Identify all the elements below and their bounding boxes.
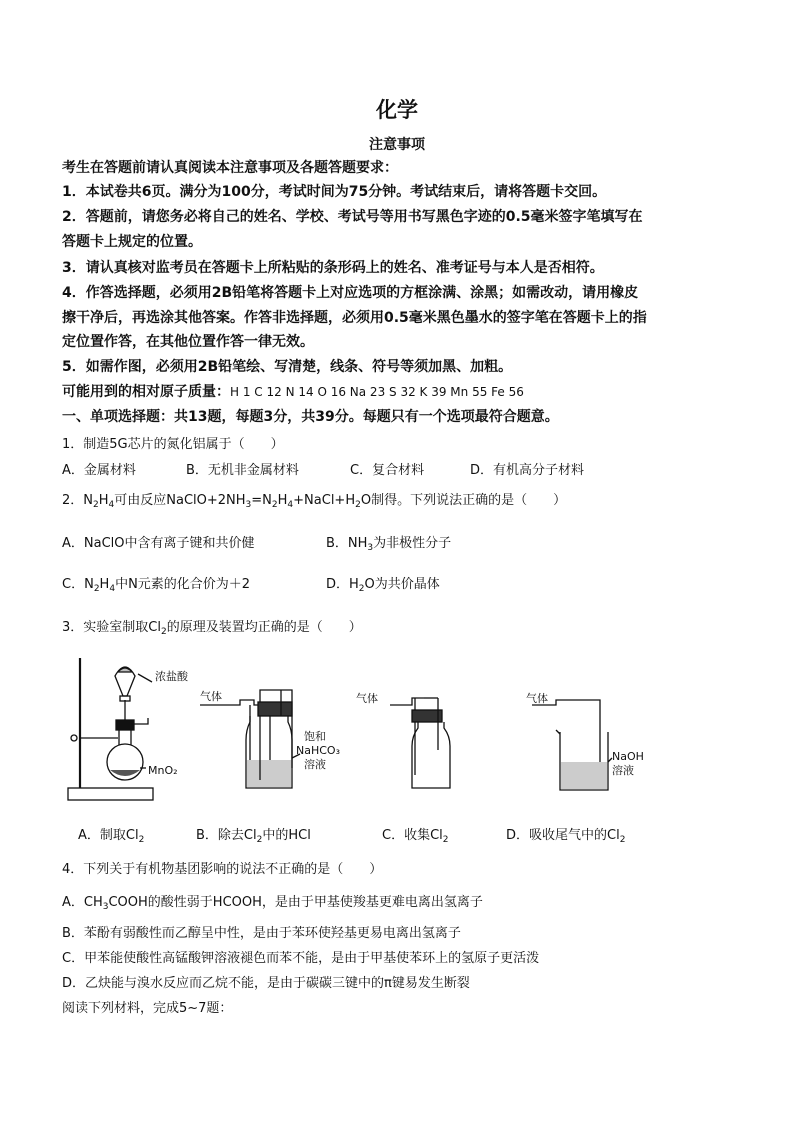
q4-stem: 4．下列关于有机物基团影响的说法不正确的是（ ） — [62, 862, 383, 877]
page-title: 化学 — [376, 98, 418, 122]
notice-item-4: 4．作答选择题，必须用2B铅笔将答题卡上对应选项的方框涂满、涂黑；如需改动，请用橡皮 — [62, 285, 639, 301]
q3-option-a: A．制取$Cl_2$ — [78, 828, 145, 845]
label-nahco3: NaHCO₃ — [296, 744, 340, 757]
reading-instruction: 阅读下列材料，完成5~7题： — [62, 1001, 233, 1016]
notice-item-2: 2．答题前，请您务必将自己的姓名、学校、考试号等用书写黑色字迹的0.5毫米签字笔填写在 — [62, 209, 643, 225]
setup-d-beaker — [532, 700, 612, 790]
notice-item-1: 1．本试卷共6页。满分为100分，考试时间为75分钟。考试结束后，请将答题卡交回。 — [62, 184, 607, 200]
label-gas-c: 气体 — [356, 692, 378, 705]
q4-option-d: D．乙炔能与溴水反应而乙烷不能，是由于碳碳三键中的π键易发生断裂 — [62, 976, 470, 991]
q2-stem: 2．$N_2H_4$可由反应$NaClO+2NH_3=N_2H_4+NaCl+H_2O$制得。下列说法正确的是（ ） — [62, 493, 567, 510]
q1-option-a: A．金属材料 — [62, 463, 136, 478]
q4-option-b: B．苯酚有弱酸性而乙醇呈中性，是由于苯环使羟基更易电离出氢离子 — [62, 926, 461, 941]
q2-option-c: C．$N_2H_4$中N元素的化合价为＋2 — [62, 577, 251, 594]
atomic-masses-values: H 1 C 12 N 14 O 16 Na 23 S 32 K 39 Mn 55 Fe 56 — [230, 385, 524, 399]
setup-b-wash-bottle — [200, 690, 300, 788]
label-mno2: MnO₂ — [148, 764, 178, 777]
q1-option-b: B．无机非金属材料 — [186, 463, 299, 478]
q3-option-b: B．除去$Cl_2$中的HCl — [196, 828, 311, 845]
q2-option-a: A．NaClO中含有离子键和共价健 — [62, 536, 255, 551]
label-solution-b: 溶液 — [304, 758, 326, 771]
q3-stem: 3．实验室制取$Cl_2$的原理及装置均正确的是（ ） — [62, 620, 362, 637]
section-heading: 一、单项选择题：共13题，每题3分，共39分。每题只有一个选项最符合题意。 — [62, 409, 559, 425]
notice-item-2-cont: 答题卡上规定的位置。 — [62, 234, 202, 250]
setup-c-collect-bottle — [390, 698, 450, 788]
label-conc-hcl: 浓盐酸 — [155, 670, 188, 683]
q1-option-d: D．有机高分子材料 — [470, 463, 585, 478]
label-saturated: 饱和 — [304, 730, 326, 743]
label-gas-d: 气体 — [526, 692, 548, 705]
notice-title: 注意事项 — [369, 137, 425, 153]
notice-item-3: 3．请认真核对监考员在答题卡上所粘贴的条形码上的姓名、准考证号与本人是否相符。 — [62, 260, 604, 276]
q4-option-a: A．$CH_3COOH$的酸性弱于HCOOH，是由于甲基使羧基更难电离出氢离子 — [62, 895, 483, 912]
label-naoh: NaOH — [612, 750, 644, 763]
q2-option-b: B．$NH_3$为非极性分子 — [326, 536, 452, 553]
notice-item-4-cont2: 定位置作答，在其他位置作答一律无效。 — [62, 334, 314, 350]
q3-option-d: D．吸收尾气中的$Cl_2$ — [506, 828, 626, 845]
q3-apparatus-figure — [60, 650, 660, 820]
setup-a-generator — [68, 658, 153, 800]
notice-item-5: 5．如需作图，必须用2B铅笔绘、写清楚，线条、符号等须加黑、加粗。 — [62, 359, 513, 375]
q2-option-d: D．$H_2O$为共价晶体 — [326, 577, 440, 594]
notice-intro: 考生在答题前请认真阅读本注意事项及各题答题要求： — [62, 160, 398, 176]
label-solution-d: 溶液 — [612, 764, 634, 777]
q1-option-c: C．复合材料 — [350, 463, 425, 478]
q4-option-c: C．甲苯能使酸性高锰酸钾溶液褪色而苯不能，是由于甲基使苯环上的氢原子更活泼 — [62, 951, 540, 966]
label-gas-b: 气体 — [200, 690, 222, 703]
atomic-masses-label: 可能用到的相对原子质量： — [62, 384, 230, 400]
notice-item-4-cont1: 擦干净后，再选涂其他答案。作答非选择题，必须用0.5毫米黑色墨水的签字笔在答题卡上的指 — [62, 310, 647, 326]
q3-option-c: C．收集$Cl_2$ — [382, 828, 449, 845]
atomic-masses-line — [62, 381, 524, 401]
q1-stem: 1．制造5G芯片的氮化铝属于（ ） — [62, 437, 284, 452]
